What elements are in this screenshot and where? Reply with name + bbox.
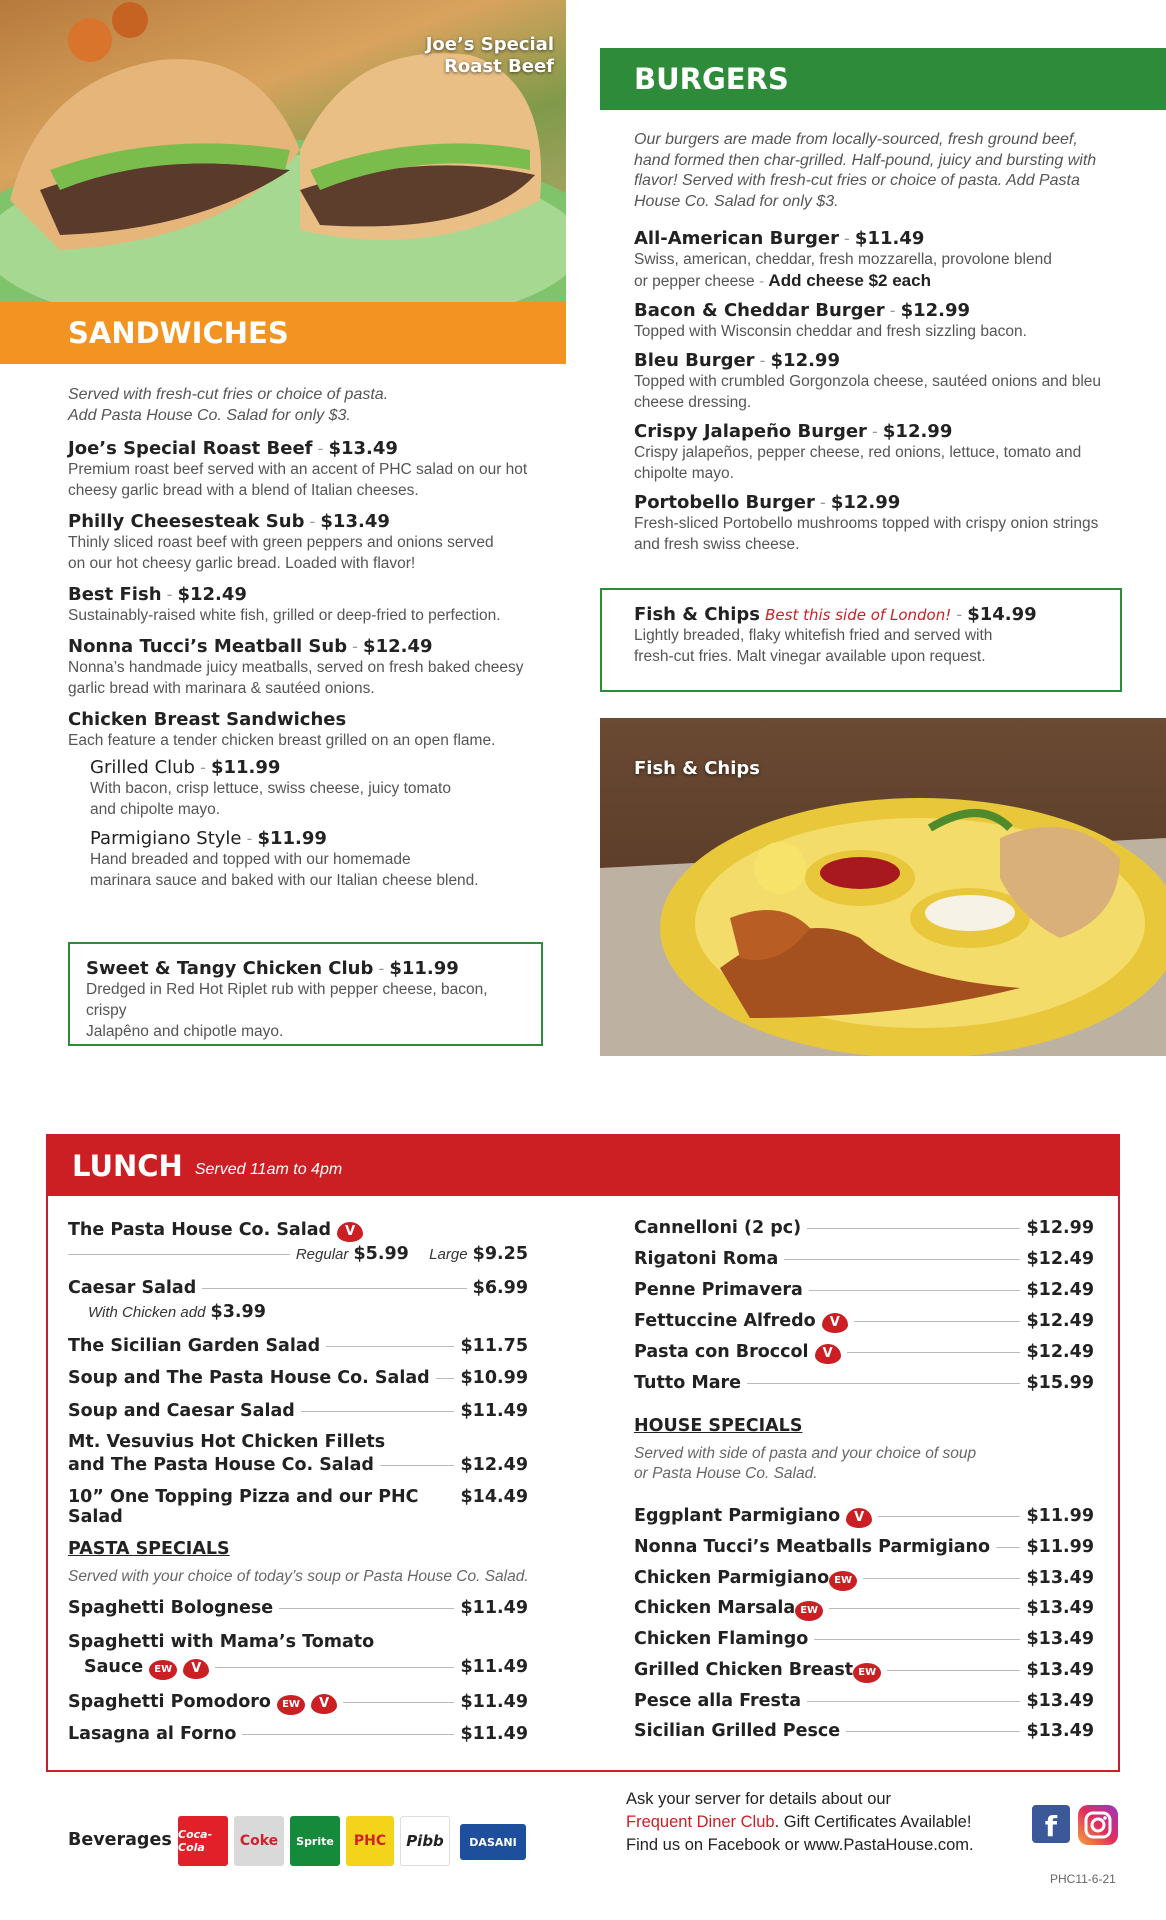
item-desc: Premium roast beef served with an accent of PHC salad on our hot bbox=[68, 461, 528, 478]
size-label: Large bbox=[429, 1246, 468, 1263]
item-name: Penne Primavera bbox=[634, 1280, 803, 1300]
lunch-item bbox=[68, 1278, 528, 1298]
item-price: $13.49 bbox=[328, 438, 398, 459]
menu-item: Parmigiano Style - $11.99 Hand breaded and topped with our homemade marinara sauce and baked with our Italian cheese blend. bbox=[90, 828, 548, 891]
lunch-item bbox=[68, 1692, 528, 1715]
caesar-extra bbox=[88, 1302, 266, 1322]
note-line: Ask your server for details about our bbox=[626, 1790, 892, 1808]
item-price: $11.99 bbox=[257, 828, 327, 849]
ew-icon: EW bbox=[829, 1571, 857, 1591]
item-price: $12.49 bbox=[1026, 1311, 1094, 1331]
lunch-item bbox=[634, 1537, 1094, 1557]
item-name: Philly Cheesesteak Sub bbox=[68, 511, 305, 532]
burgers-intro bbox=[634, 130, 1154, 212]
ew-icon: EW bbox=[853, 1663, 881, 1683]
lunch-item bbox=[634, 1218, 1094, 1238]
fish-chips-caption: Fish & Chips bbox=[634, 758, 761, 779]
item-name: Sweet & Tangy Chicken Club bbox=[86, 958, 374, 979]
item-name: Chicken Marsala bbox=[634, 1598, 796, 1618]
item-price: $12.49 bbox=[460, 1455, 528, 1475]
intro-line: Our burgers are made from locally-sourced, fresh ground beef, bbox=[634, 131, 1078, 148]
intro-line: House Co. Salad for only $3. bbox=[634, 192, 839, 210]
house-specials-desc bbox=[634, 1444, 976, 1484]
item-price: $10.99 bbox=[460, 1368, 528, 1388]
lunch-item bbox=[68, 1724, 528, 1744]
footer-note bbox=[626, 1788, 974, 1857]
extra-price: $3.99 bbox=[210, 1302, 266, 1322]
item-desc: garlic bread with marinara & sautéed onions. bbox=[68, 680, 375, 697]
item-price: $12.99 bbox=[830, 492, 901, 513]
item-price: $11.99 bbox=[389, 958, 459, 979]
item-desc: and chipolte mayo. bbox=[90, 801, 221, 818]
roast-beef-caption bbox=[426, 34, 554, 78]
lunch-hours: Served 11am to 4pm bbox=[194, 1161, 343, 1178]
item-price: $11.49 bbox=[854, 228, 925, 249]
item-price: $11.49 bbox=[460, 1657, 528, 1677]
item-desc: chipolte mayo. bbox=[634, 465, 734, 482]
lunch-item bbox=[634, 1660, 1094, 1683]
item-name: Joe’s Special Roast Beef bbox=[68, 438, 313, 459]
item-name: Eggplant Parmigiano bbox=[634, 1506, 841, 1526]
beverages-label: Beverages bbox=[68, 1830, 172, 1850]
lunch-title: LUNCH bbox=[72, 1149, 183, 1183]
menu-item: All-American Burger - $11.49 Swiss, american, cheddar, fresh mozzarella, provolone blend or pepper cheese - Add cheese $2 each bbox=[634, 228, 1154, 292]
item-name: Tutto Mare bbox=[634, 1373, 742, 1393]
lunch-item bbox=[634, 1373, 1094, 1393]
sandwiches-title: SANDWICHES bbox=[68, 316, 289, 350]
vegetarian-icon: V bbox=[311, 1694, 337, 1714]
item-name: Parmigiano Style bbox=[90, 828, 242, 849]
menu-item: Philly Cheesesteak Sub - $13.49 Thinly sliced roast beef with green peppers and onions served on our hot cheesy garlic bread. Loaded with flavor! bbox=[68, 511, 548, 574]
item-name: Bleu Burger bbox=[634, 350, 755, 371]
lunch-item bbox=[634, 1721, 1094, 1741]
item-price: $13.49 bbox=[1026, 1568, 1094, 1588]
website-note: Find us on Facebook or www.PastaHouse.com. bbox=[626, 1836, 974, 1854]
item-name: 10” One Topping Pizza and our PHC Salad bbox=[68, 1487, 419, 1527]
featured-sandwich-box: Sweet & Tangy Chicken Club - $11.99 Dredged in Red Hot Riplet rub with pepper cheese, bacon, crispy Jalapêno and chipotle mayo. bbox=[68, 942, 543, 1046]
item-name: Grilled Chicken Breast bbox=[634, 1660, 854, 1680]
intro-line: hand formed then char-grilled. Half-pound, juicy and bursting with bbox=[634, 151, 1097, 169]
menu-item: Grilled Club - $11.99 With bacon, crisp lettuce, swiss cheese, juicy tomato and chipolte mayo. bbox=[90, 757, 548, 820]
item-desc: cheese dressing. bbox=[634, 394, 752, 411]
chicken-title: Chicken Breast Sandwiches bbox=[68, 709, 347, 730]
caption-line: Roast Beef bbox=[444, 56, 554, 77]
item-desc: and fresh swiss cheese. bbox=[634, 536, 800, 553]
sandwiches-list bbox=[68, 438, 548, 891]
item-name: Soup and The Pasta House Co. Salad bbox=[68, 1368, 430, 1388]
item-price: $13.49 bbox=[1026, 1691, 1094, 1711]
vegetarian-icon: V bbox=[337, 1222, 363, 1242]
item-name: All-American Burger bbox=[634, 228, 839, 249]
item-name: Spaghetti Bolognese bbox=[68, 1598, 274, 1618]
salad-sizes bbox=[68, 1244, 528, 1264]
lunch-item bbox=[634, 1598, 1094, 1621]
extra-label: With Chicken add bbox=[88, 1304, 206, 1321]
ew-icon: EW bbox=[277, 1695, 305, 1715]
vegetarian-icon: V bbox=[183, 1659, 209, 1679]
item-price: $12.99 bbox=[770, 350, 840, 371]
item-price: $6.99 bbox=[472, 1278, 528, 1298]
item-desc: fresh-cut fries. Malt vinegar available upon request. bbox=[634, 648, 986, 665]
lunch-item bbox=[634, 1342, 1094, 1364]
burgers-title: BURGERS bbox=[634, 62, 789, 96]
pibb-logo: Pibb bbox=[400, 1816, 450, 1866]
burgers-header bbox=[600, 48, 1166, 110]
item-price: $12.49 bbox=[1026, 1280, 1094, 1300]
pasta-specials-desc: Served with your choice of today’s soup or Pasta House Co. Salad. bbox=[68, 1568, 529, 1585]
item-name: Fish & Chips bbox=[634, 604, 761, 625]
intro-line: Served with fresh-cut fries or choice of pasta. bbox=[68, 386, 389, 403]
phc-logo: PHC bbox=[346, 1816, 394, 1866]
sprite-logo: Sprite bbox=[290, 1816, 340, 1866]
lunch-item bbox=[68, 1368, 528, 1388]
item-price: $13.49 bbox=[1026, 1629, 1094, 1649]
chicken-desc: Each feature a tender chicken breast grilled on an open flame. bbox=[68, 732, 496, 749]
lunch-item bbox=[68, 1598, 528, 1618]
item-name: Chicken Flamingo bbox=[634, 1629, 809, 1649]
item-desc: marinara sauce and baked with our Italian cheese blend. bbox=[90, 872, 479, 889]
lunch-item bbox=[634, 1691, 1094, 1711]
item-name: Crispy Jalapeño Burger bbox=[634, 421, 867, 442]
lunch-header bbox=[48, 1136, 1118, 1196]
item-price: $11.49 bbox=[460, 1401, 528, 1421]
lunch-item bbox=[68, 1220, 528, 1242]
item-name: Soup and Caesar Salad bbox=[68, 1401, 295, 1421]
sandwiches-intro bbox=[68, 384, 388, 426]
lunch-item bbox=[634, 1280, 1094, 1300]
item-name: Cannelloni (2 pc) bbox=[634, 1218, 802, 1238]
item-price: $14.49 bbox=[460, 1487, 528, 1507]
item-name: Fettuccine Alfredo bbox=[634, 1311, 816, 1331]
caption-line: Joe’s Special bbox=[425, 34, 554, 55]
menu-item: Crispy Jalapeño Burger - $12.99 Crispy jalapeños, pepper cheese, red onions, lettuce, tomato and chipolte mayo. bbox=[634, 421, 1154, 484]
lunch-item bbox=[68, 1401, 528, 1421]
item-desc: cheesy garlic bread with a blend of Italian cheeses. bbox=[68, 482, 419, 499]
item-price: $13.49 bbox=[1026, 1660, 1094, 1680]
item-desc: or pepper cheese bbox=[634, 273, 755, 290]
item-name: Caesar Salad bbox=[68, 1278, 197, 1298]
item-name: Bacon & Cheddar Burger bbox=[634, 300, 885, 321]
item-price: $12.49 bbox=[363, 636, 433, 657]
item-name: Lasagna al Forno bbox=[68, 1724, 237, 1744]
item-price: $11.49 bbox=[460, 1724, 528, 1744]
item-price: $11.75 bbox=[460, 1336, 528, 1356]
menu-item: Joe’s Special Roast Beef - $13.49 Premium roast beef served with an accent of PHC salad on our hot cheesy garlic bread with a blend of Italian cheeses. bbox=[68, 438, 548, 501]
size-price: $9.25 bbox=[472, 1244, 528, 1264]
item-desc: Topped with Wisconsin cheddar and fresh sizzling bacon. bbox=[634, 323, 1027, 340]
item-desc: Crispy jalapeños, pepper cheese, red onions, lettuce, tomato and bbox=[634, 444, 1082, 461]
coke-logo: Coke bbox=[234, 1816, 284, 1866]
item-name: Sauce bbox=[84, 1657, 144, 1677]
item-desc: Dredged in Red Hot Riplet rub with pepper cheese, bacon, crispy bbox=[86, 981, 488, 1019]
coca-cola-logo: Coca-Cola bbox=[178, 1816, 228, 1866]
dasani-logo: DASANI bbox=[460, 1824, 526, 1860]
item-price: $12.49 bbox=[1026, 1342, 1094, 1362]
item-price: $12.49 bbox=[1026, 1249, 1094, 1269]
burgers-list bbox=[634, 228, 1154, 555]
instagram-glyph bbox=[1078, 1805, 1118, 1845]
item-price: $15.99 bbox=[1026, 1373, 1094, 1393]
item-name: Portobello Burger bbox=[634, 492, 815, 513]
item-price: $11.99 bbox=[1026, 1537, 1094, 1557]
menu-item: Portobello Burger - $12.99 Fresh-sliced Portobello mushrooms topped with crispy onion strings and fresh swiss cheese. bbox=[634, 492, 1154, 555]
menu-item: Nonna Tucci’s Meatball Sub - $12.49 Nonna’s handmade juicy meatballs, served on fresh baked cheesy garlic bread with marinara & sautéed onions. bbox=[68, 636, 548, 699]
item-desc: Hand breaded and topped with our homemade bbox=[90, 851, 411, 868]
item-price: $12.99 bbox=[882, 421, 953, 442]
item-desc: Nonna’s handmade juicy meatballs, served on fresh baked cheesy bbox=[68, 659, 524, 676]
item-name: Spaghetti Pomodoro bbox=[68, 1692, 271, 1712]
item-name: Sicilian Grilled Pesce bbox=[634, 1721, 841, 1741]
item-desc: Swiss, american, cheddar, fresh mozzarella, provolone blend bbox=[634, 251, 1052, 268]
item-desc: on our hot cheesy garlic bread. Loaded with flavor! bbox=[68, 555, 416, 572]
item-name: Rigatoni Roma bbox=[634, 1249, 779, 1269]
item-name: Pesce alla Fresta bbox=[634, 1691, 802, 1711]
add-cheese-note: Add cheese $2 each bbox=[768, 271, 931, 290]
house-specials-title: HOUSE SPECIALS bbox=[634, 1416, 803, 1436]
item-name: and The Pasta House Co. Salad bbox=[68, 1455, 374, 1475]
item-desc: Lightly breaded, flaky whitefish fried and served with bbox=[634, 627, 993, 644]
item-name: Nonna Tucci’s Meatball Sub bbox=[68, 636, 348, 657]
item-desc: With bacon, crisp lettuce, swiss cheese, juicy tomato bbox=[90, 780, 451, 797]
item-price: $13.49 bbox=[1026, 1598, 1094, 1618]
frequent-diner-club-link[interactable]: Frequent Diner Club bbox=[626, 1813, 775, 1831]
desc-line: Served with side of pasta and your choice of soup bbox=[634, 1445, 977, 1462]
lunch-item bbox=[634, 1568, 1094, 1591]
fish-chips-tagline: Best this side of London! bbox=[765, 606, 952, 624]
lunch-item bbox=[68, 1487, 528, 1527]
size-label: Regular bbox=[295, 1246, 349, 1263]
item-name: Pasta con Broccol bbox=[634, 1342, 809, 1362]
ew-icon: EW bbox=[149, 1660, 177, 1680]
roast-beef-photo bbox=[0, 0, 566, 302]
chicken-group bbox=[68, 709, 548, 891]
item-name: Grilled Club bbox=[90, 757, 195, 778]
vegetarian-icon: V bbox=[815, 1344, 841, 1364]
item-desc: Thinly sliced roast beef with green peppers and onions served bbox=[68, 534, 494, 551]
ew-icon: EW bbox=[795, 1601, 823, 1621]
vegetarian-icon: V bbox=[822, 1313, 848, 1333]
item-name: Chicken Parmigiano bbox=[634, 1568, 830, 1588]
fish-chips-photo bbox=[600, 718, 1166, 1056]
lunch-item bbox=[634, 1311, 1094, 1333]
menu-item: Best Fish - $12.49 Sustainably-raised white fish, grilled or deep-fried to perfection. bbox=[68, 584, 548, 626]
lunch-item bbox=[84, 1657, 528, 1680]
size-price: $5.99 bbox=[353, 1244, 409, 1264]
item-desc: Fresh-sliced Portobello mushrooms topped with crispy onion strings bbox=[634, 515, 1099, 532]
item-price: $11.99 bbox=[1026, 1506, 1094, 1526]
item-name: Spaghetti with Mama’s Tomato bbox=[68, 1632, 375, 1652]
item-price: $12.49 bbox=[177, 584, 247, 605]
item-price: $11.99 bbox=[210, 757, 281, 778]
pasta-specials-title: PASTA SPECIALS bbox=[68, 1539, 230, 1559]
item-name: The Sicilian Garden Salad bbox=[68, 1336, 321, 1356]
menu-item: Bleu Burger - $12.99 Topped with crumbled Gorgonzola cheese, sautéed onions and bleu cheese dressing. bbox=[634, 350, 1154, 413]
menu-code: PHC11-6-21 bbox=[1050, 1872, 1116, 1886]
item-desc: Topped with crumbled Gorgonzola cheese, sautéed onions and bleu bbox=[634, 373, 1102, 390]
fish-chips-box: Fish & Chips Best this side of London! - $14.99 Lightly breaded, flaky whitefish fried and served with fresh-cut fries. Malt vinegar available upon request. bbox=[600, 588, 1122, 692]
intro-line: Add Pasta House Co. Salad for only $3. bbox=[68, 407, 351, 424]
item-price: $13.49 bbox=[320, 511, 390, 532]
lunch-item bbox=[68, 1336, 528, 1356]
item-price: $11.49 bbox=[460, 1598, 528, 1618]
item-price: $12.99 bbox=[900, 300, 971, 321]
note-line: . Gift Certificates Available! bbox=[774, 1813, 972, 1831]
facebook-icon[interactable]: f bbox=[1032, 1805, 1070, 1843]
sandwiches-header bbox=[0, 302, 566, 364]
menu-item: Bacon & Cheddar Burger - $12.99 Topped with Wisconsin cheddar and fresh sizzling bacon. bbox=[634, 300, 1154, 342]
item-desc: Jalapêno and chipotle mayo. bbox=[86, 1023, 284, 1040]
lunch-item bbox=[634, 1249, 1094, 1269]
item-name: Mt. Vesuvius Hot Chicken Fillets bbox=[68, 1432, 386, 1452]
item-price: $14.99 bbox=[967, 604, 1037, 625]
item-price: $13.49 bbox=[1026, 1721, 1094, 1741]
intro-line: flavor! Served with fresh-cut fries or choice of pasta. Add Pasta bbox=[634, 172, 1080, 189]
item-name: Nonna Tucci’s Meatballs Parmigiano bbox=[634, 1537, 991, 1557]
lunch-item bbox=[634, 1629, 1094, 1649]
item-price: $11.49 bbox=[460, 1692, 528, 1712]
desc-line: or Pasta House Co. Salad. bbox=[634, 1465, 818, 1482]
lunch-item bbox=[634, 1506, 1094, 1528]
lunch-item bbox=[68, 1455, 528, 1475]
instagram-icon[interactable] bbox=[1078, 1805, 1118, 1845]
item-price: $12.99 bbox=[1026, 1218, 1094, 1238]
vegetarian-icon: V bbox=[846, 1508, 872, 1528]
item-desc: Sustainably-raised white fish, grilled or deep-fried to perfection. bbox=[68, 607, 501, 624]
item-name: Best Fish bbox=[68, 584, 162, 605]
item-name: The Pasta House Co. Salad bbox=[68, 1220, 332, 1240]
